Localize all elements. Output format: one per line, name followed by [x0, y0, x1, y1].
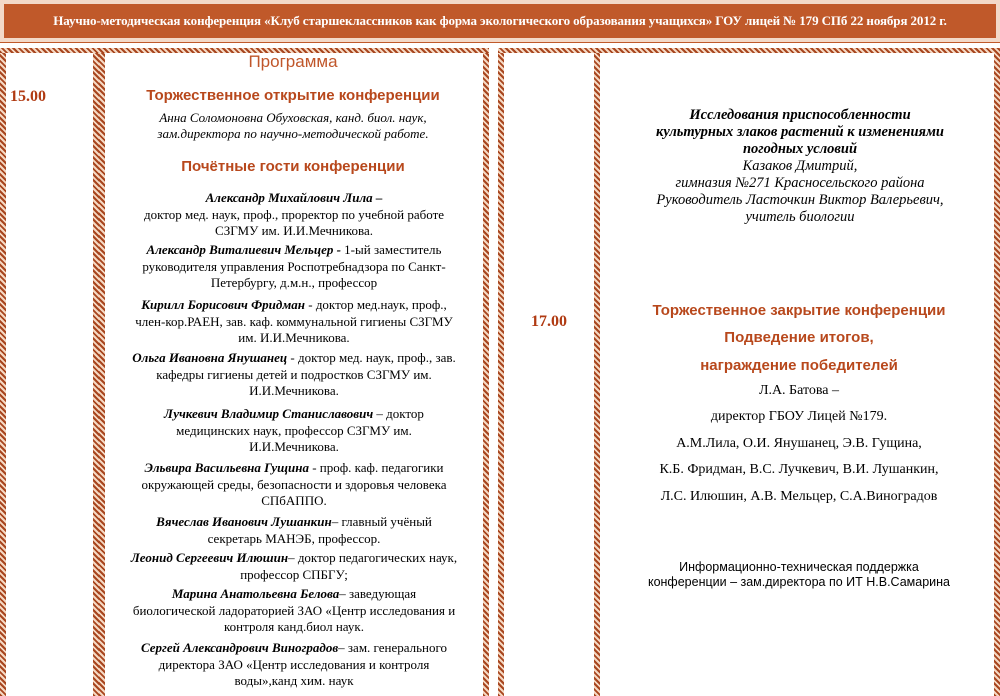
guest-desc: руководителя управления Роспотребнадзора по Санкт- — [142, 258, 446, 274]
report-title-line: Исследования приспособленности — [689, 107, 911, 123]
guest-desc: - доктор мед. наук, проф., зав. — [287, 350, 456, 365]
guest-desc: - проф. каф. педагогики — [308, 460, 444, 475]
tech-support-line: Информационно-техническая поддержка — [679, 560, 919, 574]
guest-desc: 1-ый заместитель — [340, 242, 442, 257]
guest-desc: – зам. генерального — [338, 640, 447, 655]
tech-support-note — [604, 560, 994, 590]
guest-desc: секретарь МАНЭБ, профессор. — [207, 530, 381, 546]
guest-desc: – доктор — [373, 406, 424, 421]
right-frame-rope-left — [498, 48, 504, 696]
guest-name: Вячеслав Иванович Лушанкин — [156, 514, 332, 529]
report-author-line: Руководитель Ласточкин Виктор Валерьевич, — [656, 192, 944, 208]
closing-person: Л.С. Илюшин, А.В. Мельцер, С.А.Виноградов — [660, 489, 938, 504]
guest-desc: Петербургу, д.м.н., профессор — [210, 275, 378, 290]
guest-desc: И.И.Мечникова. — [249, 383, 339, 398]
guest-name: Леонид Сергеевич Илюшин — [130, 550, 289, 565]
guest-desc: член-кор.РАЕН, зав. каф. коммунальной гигиены СЗГМУ — [135, 313, 453, 329]
guest-name: Александр Виталиевич Мельцер - — [146, 242, 341, 257]
left-frame-rope-right — [483, 48, 489, 696]
tech-support-line: конференции – зам.директора по ИТ Н.В.Самарина — [647, 575, 951, 589]
guest-desc: биологической ладораторией ЗАО «Центр исследования и — [132, 602, 456, 618]
guest-entry — [106, 350, 482, 400]
report-block — [608, 107, 992, 226]
guest-entry — [106, 297, 482, 347]
guest-entry — [106, 640, 482, 690]
guest-entry — [106, 550, 482, 583]
guest-desc: СЗГМУ им. И.И.Мечникова. — [215, 223, 373, 238]
guest-desc: – заведующая — [339, 586, 417, 601]
guests-title: Почётные гости конференции — [181, 158, 405, 175]
guest-entry — [106, 460, 482, 510]
report-author-line: гимназия №271 Красносельского района — [675, 175, 925, 191]
guest-desc: доктор мед. наук, проф., проректор по учебной работе — [143, 206, 445, 222]
guest-desc: им. И.И.Мечникова. — [238, 330, 350, 345]
guest-desc: директора ЗАО «Центр исследования и контроля — [158, 656, 430, 672]
guest-desc: – главный учёный — [331, 514, 432, 529]
closing-subtitle: Подведение итогов, — [724, 329, 874, 346]
left-frame-rope-mid-b — [99, 48, 105, 696]
guest-name: Александр Михайлович Лила – — [205, 190, 383, 205]
opening-speaker-line: зам.директора по научно-методической работе. — [157, 126, 429, 141]
closing-title: Торжественное закрытие конференции — [652, 302, 946, 319]
guest-desc: медицинских наук, профессор СЗГМУ им. — [176, 422, 412, 438]
guest-entry — [106, 242, 482, 292]
guest-desc: СПбАППО. — [261, 493, 327, 508]
opening-title: Торжественное открытие конференции — [146, 87, 440, 104]
guest-name: Марина Анатольевна Белова — [171, 586, 340, 601]
opening-speaker-line: Анна Соломоновна Обуховская, канд. биол. наук, — [159, 110, 427, 125]
program-title: Программа — [248, 52, 338, 71]
closing-person: Л.А. Батова – — [758, 383, 840, 398]
guest-desc: контроля канд.биол наук. — [224, 619, 364, 634]
guest-name: Эльвира Васильевна Гущина — [144, 460, 309, 475]
opening-speaker — [104, 110, 482, 142]
guest-entry — [106, 406, 482, 456]
guest-desc: окружающей среды, безопасности и здоровья человека — [141, 476, 447, 492]
guest-desc: И.И.Мечникова. — [249, 439, 339, 454]
guest-name: Сергей Александрович Виноградов — [141, 640, 339, 655]
closing-person: А.М.Лила, О.И. Янушанец, Э.В. Гущина, — [676, 436, 922, 451]
guest-desc: воды»,канд хим. наук — [234, 673, 354, 688]
report-title-line: культурных злаков растений к изменениями — [655, 124, 945, 140]
guest-desc: - доктор мед.наук, проф., — [304, 297, 447, 312]
closing-subtitle: награждение победителей — [700, 357, 898, 374]
guest-entry — [106, 586, 482, 636]
report-title-line: погодных условий — [742, 141, 858, 157]
guest-entry — [106, 190, 482, 240]
report-author-line: Казаков Дмитрий, — [742, 158, 858, 174]
guest-name: Лучкевич Владимир Станиславович — [164, 406, 374, 421]
start-time: 15.00 — [10, 88, 46, 105]
conference-header-banner — [0, 0, 1000, 42]
closing-person: К.Б. Фридман, В.С. Лучкевич, В.И. Лушанкин, — [659, 462, 939, 477]
guest-desc: кафедры гигиены детей и подростков СЗГМУ им. — [156, 366, 432, 382]
guest-desc: профессор СПБГУ; — [240, 566, 348, 582]
guest-entry — [106, 514, 482, 547]
closing-person: директор ГБОУ Лицей №179. — [710, 409, 888, 424]
guest-desc: – доктор педагогических наук, — [288, 550, 458, 565]
frame-rope-top-right — [498, 48, 1000, 53]
closing-time: 17.00 — [531, 313, 567, 330]
guest-name: Кирилл Борисович Фридман — [141, 297, 305, 312]
guest-name: Ольга Ивановна Янушанец — [132, 350, 288, 365]
conference-title: Научно-методическая конференция «Клуб старшеклассников как форма экологического образования учащихся» ГОУ лицей № 179 СПб 22 ноября 2012 г. — [53, 13, 947, 28]
report-author-line: учитель биологии — [745, 209, 855, 225]
left-frame-rope-left — [0, 48, 6, 696]
